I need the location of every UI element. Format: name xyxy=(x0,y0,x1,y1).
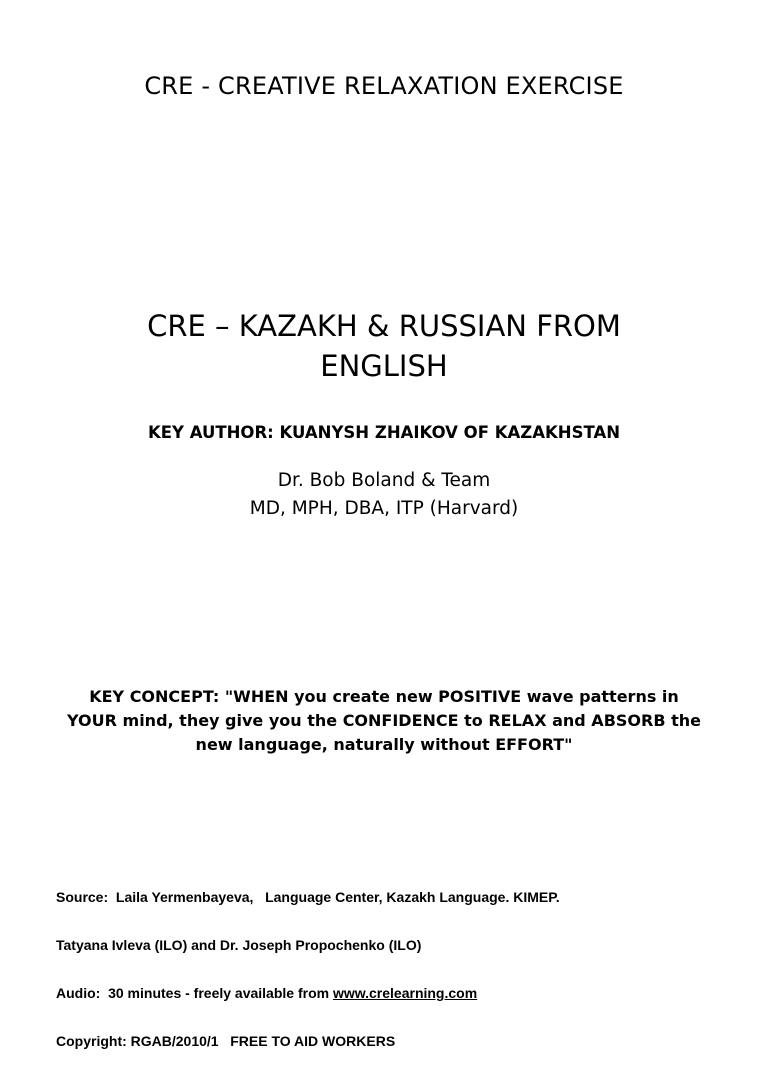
source-line: Source: Laila Yermenbayeva, Language Center, Kazakh Language. KIMEP. xyxy=(56,889,560,905)
key-author: KEY AUTHOR: KUANYSH ZHAIKOV OF KAZAKHSTAN xyxy=(147,423,621,442)
key-concept-line-2: YOUR mind, they give you the CONFIDENCE to RELAX and ABSORB the xyxy=(67,711,701,730)
source-block xyxy=(56,857,560,1081)
website-link[interactable]: www.crelearning.com xyxy=(332,985,478,1001)
author-credentials: MD, MPH, DBA, ITP (Harvard) xyxy=(249,498,519,519)
author-name: Dr. Bob Boland & Team xyxy=(277,470,491,491)
title-line-2: ENGLISH xyxy=(320,349,448,383)
audio-prefix: Audio: 30 minutes - freely available from xyxy=(56,985,333,1001)
key-concept-line-3: new language, naturally without EFFORT" xyxy=(195,735,573,754)
contributors-line: Tatyana Ivleva (ILO) and Dr. Joseph Propochenko (ILO) xyxy=(56,937,422,953)
audio-line xyxy=(56,985,560,1001)
key-concept-line-1: KEY CONCEPT: "WHEN you create new POSITIVE wave patterns in xyxy=(89,687,679,706)
copyright-line: Copyright: RGAB/2010/1 FREE TO AID WORKERS xyxy=(56,1033,396,1049)
document-header: CRE - CREATIVE RELAXATION EXERCISE xyxy=(144,72,624,100)
document-title xyxy=(0,306,768,386)
title-line-1: CRE – KAZAKH & RUSSIAN FROM xyxy=(147,309,621,343)
key-concept xyxy=(40,685,728,757)
